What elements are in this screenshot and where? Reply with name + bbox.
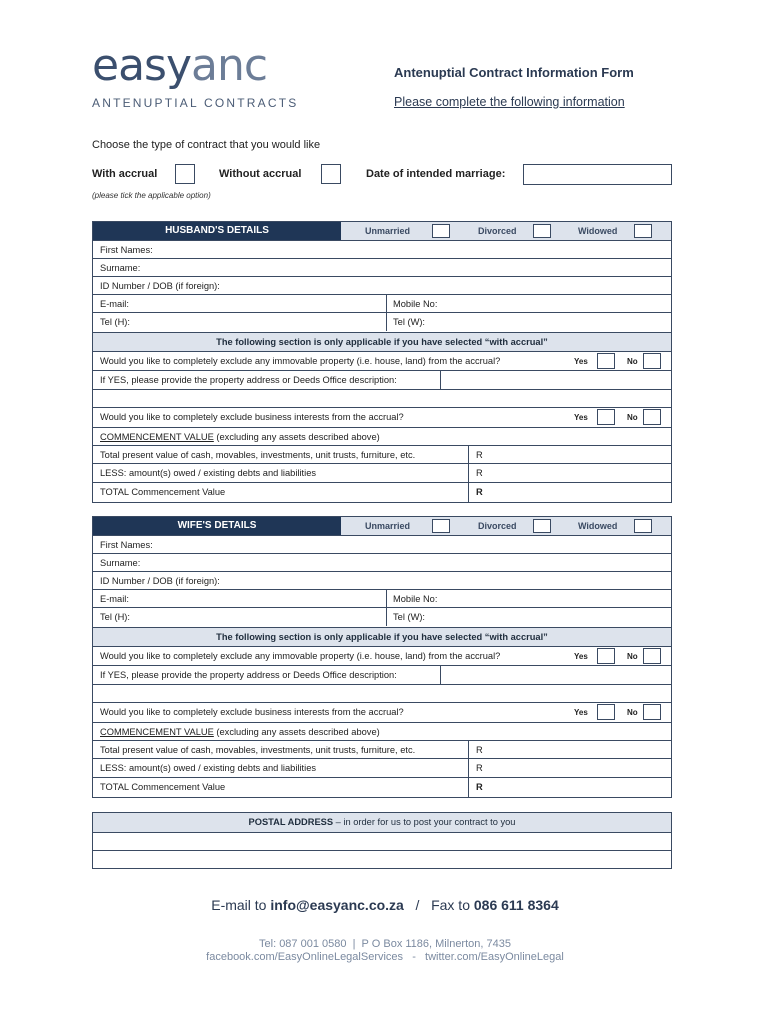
husband-business-row [93,407,671,428]
choose-text: Choose the type of contract that you would like [92,139,321,151]
wife-id-label: ID Number / DOB (if foreign): [100,576,220,586]
wife-id-row[interactable] [93,571,671,590]
husband-first-names-label: First Names: [100,245,153,255]
wife-total-commencement-input[interactable]: R [476,782,483,792]
wife-unmarried-label: Unmarried [365,521,411,531]
wife-immovable-yes-label: Yes [574,652,588,661]
husband-total-present-label: Total present value of cash, movables, investments, unit trusts, furniture, etc. [100,450,416,460]
wife-if-yes-label: If YES, please provide the property address or Deeds Office description: [100,670,397,680]
wife-immovable-yes-checkbox[interactable] [597,648,615,664]
divider [386,295,387,313]
form-title: Antenuptial Contract Information Form [394,65,634,80]
divider [440,371,441,390]
husband-commencement-label: COMMENCEMENT VALUE [100,432,214,442]
divider [468,778,469,798]
husband-less-input[interactable]: R [476,468,483,478]
wife-tel-h-label: Tel (H): [100,612,130,622]
husband-if-yes-label: If YES, please provide the property address or Deeds Office description: [100,375,397,385]
wife-commencement-label: COMMENCEMENT VALUE [100,727,214,737]
husband-id-row[interactable] [93,276,671,295]
divider [468,446,469,464]
wife-immovable-question: Would you like to completely exclude any immovable property (i.e. house, land) from the accrual? [100,651,501,661]
husband-email-row[interactable] [93,294,671,313]
wife-widowed-checkbox[interactable] [634,519,652,533]
with-accrual-checkbox[interactable] [175,164,195,184]
date-input[interactable] [523,164,672,185]
wife-divorced-label: Divorced [478,521,517,531]
husband-immovable-yes-checkbox[interactable] [597,353,615,369]
wife-first-names-row[interactable] [93,535,671,554]
postal-header-row [93,813,671,832]
husband-commencement-row [93,427,671,446]
husband-unmarried-label: Unmarried [365,226,411,236]
husband-property-address-input[interactable] [93,389,671,408]
husband-first-names-row[interactable] [93,240,671,259]
footer-social: facebook.com/EasyOnlineLegalServices - twitter.com/EasyOnlineLegal [206,951,564,963]
without-accrual-label: Without accrual [219,168,302,180]
wife-unmarried-checkbox[interactable] [432,519,450,533]
husband-immovable-no-checkbox[interactable] [643,353,661,369]
husband-accrual-note-row [93,332,671,352]
wife-less-label: LESS: amount(s) owed / existing debts and liabilities [100,763,317,773]
postal-header [93,817,671,827]
wife-total-present-label: Total present value of cash, movables, investments, unit trusts, furniture, etc. [100,745,416,755]
logo-tagline: ANTENUPTIAL CONTRACTS [92,96,299,110]
wife-divorced-checkbox[interactable] [533,519,551,533]
wife-total-commencement-row [93,777,671,798]
wife-accrual-note: The following section is only applicable if you have selected “with accrual” [216,632,548,642]
wife-email-label: E-mail: [100,594,129,604]
husband-accrual-note: The following section is only applicable if you have selected “with accrual” [216,337,548,347]
husband-tel-h-label: Tel (H): [100,317,130,327]
wife-first-names-label: First Names: [100,540,153,550]
husband-total-present-row [93,445,671,464]
logo-easy: easy [92,40,191,91]
husband-widowed-label: Widowed [578,226,618,236]
husband-business-no-label: No [627,413,638,422]
divider [386,608,387,626]
divider [468,464,469,483]
wife-business-no-label: No [627,708,638,717]
without-accrual-checkbox[interactable] [321,164,341,184]
husband-email-label: E-mail: [100,299,129,309]
wife-business-no-checkbox[interactable] [643,704,661,720]
wife-if-yes-row [93,665,671,685]
husband-title: HUSBAND'S DETAILS [93,222,341,240]
wife-immovable-no-checkbox[interactable] [643,648,661,664]
husband-total-commencement-row [93,482,671,503]
wife-surname-label: Surname: [100,558,141,568]
divider [386,313,387,331]
husband-immovable-row [93,351,671,371]
wife-surname-row[interactable] [93,553,671,572]
husband-total-commencement-input[interactable]: R [476,487,483,497]
wife-email-row[interactable] [93,589,671,608]
wife-total-present-input[interactable]: R [476,745,483,755]
husband-tel-w-label: Tel (W): [393,317,426,327]
wife-immovable-no-label: No [627,652,638,661]
with-accrual-label: With accrual [92,168,158,180]
husband-business-yes-label: Yes [574,413,588,422]
husband-tel-row[interactable] [93,312,671,331]
husband-total-present-input[interactable]: R [476,450,483,460]
wife-mobile-label: Mobile No: [393,594,438,604]
contact-line [0,897,770,913]
divider [468,741,469,759]
form-subtitle: Please complete the following information [394,95,625,109]
husband-less-label: LESS: amount(s) owed / existing debts and liabilities [100,468,317,478]
divider [468,759,469,778]
wife-less-input[interactable]: R [476,763,483,773]
husband-section [92,221,672,503]
wife-business-yes-label: Yes [574,708,588,717]
wife-commencement-note: (excluding any assets described above) [213,727,380,737]
wife-tel-w-label: Tel (W): [393,612,426,622]
postal-subtitle: – in order for us to post your contract to you [333,817,516,827]
contact-email-link[interactable]: info@easyanc.co.za [270,897,404,913]
husband-divorced-checkbox[interactable] [533,224,551,238]
husband-id-label: ID Number / DOB (if foreign): [100,281,220,291]
wife-commencement-row [93,722,671,741]
husband-divorced-label: Divorced [478,226,517,236]
wife-title: WIFE'S DETAILS [93,517,341,535]
wife-total-present-row [93,740,671,759]
husband-total-commencement-label: TOTAL Commencement Value [100,487,226,497]
logo-anc: anc [191,40,268,91]
husband-widowed-checkbox[interactable] [634,224,652,238]
postal-title: POSTAL ADDRESS [248,817,334,827]
wife-business-question: Would you like to completely exclude business interests from the accrual? [100,707,404,717]
wife-less-row [93,758,671,778]
husband-immovable-yes-label: Yes [574,357,588,366]
wife-section [92,516,672,798]
contact-fax: 086 611 8364 [473,897,559,913]
divider [440,666,441,685]
husband-immovable-question: Would you like to completely exclude any immovable property (i.e. house, land) from the accrual? [100,356,501,366]
husband-mobile-label: Mobile No: [393,299,438,309]
husband-commencement-note: (excluding any assets described above) [213,432,380,442]
postal-line-2[interactable] [93,850,671,869]
husband-if-yes-row [93,370,671,390]
divider [468,483,469,503]
husband-surname-label: Surname: [100,263,141,273]
wife-tel-row[interactable] [93,607,671,626]
husband-unmarried-checkbox[interactable] [432,224,450,238]
wife-total-commencement-label: TOTAL Commencement Value [100,782,226,792]
husband-business-question: Would you like to completely exclude business interests from the accrual? [100,412,404,422]
husband-commencement-heading [100,432,380,442]
divider [386,590,387,608]
wife-immovable-row [93,646,671,666]
contact-email-prefix: E-mail to [211,897,271,913]
postal-line-1[interactable] [93,832,671,851]
wife-business-row [93,702,671,723]
husband-immovable-no-label: No [627,357,638,366]
contact-separator: / Fax to [403,897,474,913]
wife-widowed-label: Widowed [578,521,618,531]
hint-text: (please tick the applicable option) [92,191,211,200]
husband-less-row [93,463,671,483]
husband-surname-row[interactable] [93,258,671,277]
wife-property-address-input[interactable] [93,684,671,703]
postal-section [92,812,672,869]
wife-business-yes-checkbox[interactable] [597,704,615,720]
date-label: Date of intended marriage: [366,168,506,180]
husband-business-yes-checkbox[interactable] [597,409,615,425]
wife-commencement-heading [100,727,380,737]
logo [92,40,268,91]
wife-accrual-note-row [93,627,671,647]
footer-address: Tel: 087 001 0580 | P O Box 1186, Milnerton, 7435 [259,938,511,950]
husband-business-no-checkbox[interactable] [643,409,661,425]
